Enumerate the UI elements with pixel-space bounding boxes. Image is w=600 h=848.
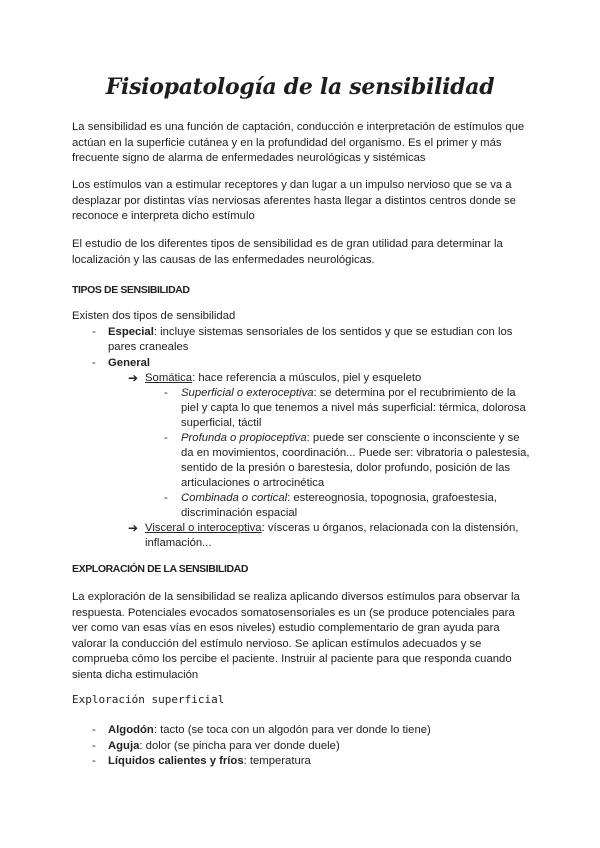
page-title: Fisiopatología de la sensibilidad	[105, 74, 495, 100]
arrow-bullet-icon: ➔	[128, 371, 139, 385]
arrow-bullet-icon: ➔	[128, 521, 139, 535]
section-heading-exploracion: EXPLORACIÓN DE LA SENSIBILIDAD	[72, 563, 249, 575]
bullet-dash: -	[92, 724, 96, 736]
aguja-text: : dolor (se pincha para ver donde duele)	[139, 740, 340, 752]
bullet-dash: -	[164, 387, 168, 399]
list-item-liquidos	[108, 754, 311, 770]
list-item-algodon	[108, 723, 431, 739]
superficial-text: : se determina por el recubrimiento de la	[313, 387, 516, 399]
bullet-dash: -	[92, 740, 96, 752]
bullet-dash: -	[164, 492, 168, 504]
somatica-label: Somática	[145, 372, 193, 384]
tipos-intro: Existen dos tipos de sensibilidad	[72, 310, 236, 322]
visceral-label: Visceral o interoceptiva	[145, 522, 262, 534]
visceral-text: : vísceras u órganos, relacionada con la distensión,	[261, 522, 519, 534]
intro-paragraph-2: Los estímulos van a estimular receptores y dan lugar a un impulso nervioso que se va a desplazar por distintas vías nerviosas aferentes hasta llegar a distintos centros donde se reconoce e interpreta dicho estímulo	[72, 179, 516, 222]
list-item-visceral	[145, 521, 518, 537]
bullet-dash: -	[92, 326, 96, 338]
especial-text-line-2: pares craneales	[108, 341, 189, 353]
exploracion-paragraph: La exploración de la sensibilidad se realiza aplicando diversos estímulos para observar la respuesta. Potenciales evocados somatosensoriales es un (se produce potenciales para ver como van esas vías en esos niveles) estudio complementario de gran ayuda para valorar la conducción del estímulo nervioso. Se aplican estímulos adecuados y se comprueba cómo los percibe el paciente. Instruir al paciente para que responda cuando sienta dicha estimulación	[72, 591, 520, 681]
superficial-line-2: piel y capta lo que tenemos a nivel más superficial: térmica, dolorosa	[181, 402, 526, 414]
especial-label: Especial	[108, 326, 154, 338]
intro-paragraph-3: El estudio de los diferentes tipos de sensibilidad es de gran utilidad para determinar la localización y las causas de las enfermedades neurológicas.	[72, 238, 503, 266]
profunda-text: : puede ser consciente o inconsciente y se	[306, 432, 520, 444]
subheading-exploracion-superficial: Exploración superficial	[72, 693, 225, 706]
intro-paragraph-1: La sensibilidad es una función de captación, conducción e interpretación de estímulos que actúan en la superficie cutánea y en la profundidad del organismo. Es el primer y más frecuente signo de alarma de enfermedades neurológicas y sistémicas	[72, 121, 525, 164]
combinada-text: : estereognosia, topognosia, grafoestesia,	[287, 492, 497, 504]
bullet-dash: -	[92, 755, 96, 767]
combinada-label: Combinada o cortical	[181, 492, 288, 504]
combinada-line-2: discriminación espacial	[181, 507, 298, 519]
bullet-dash: -	[164, 432, 168, 444]
list-item-aguja	[108, 739, 340, 755]
somatica-text: : hace referencia a músculos, piel y esqueleto	[192, 372, 422, 384]
algodon-text: : tacto (se toca con un algodón para ver donde lo tiene)	[153, 724, 431, 736]
profunda-label: Profunda o propioceptiva	[181, 432, 307, 444]
especial-text: : incluye sistemas sensoriales de los sentidos y que se estudian con los	[153, 326, 513, 338]
list-item-superficial	[181, 386, 516, 402]
superficial-label: Superficial o exteroceptiva	[181, 387, 314, 399]
bullet-dash: -	[92, 357, 96, 369]
aguja-label: Aguja	[108, 740, 140, 752]
list-item-profunda	[181, 431, 520, 447]
list-item-especial	[108, 325, 512, 341]
liquidos-label: Líquidos calientes y fríos	[108, 755, 244, 767]
superficial-line-3: superficial, táctil	[181, 417, 262, 429]
algodon-label: Algodón	[108, 724, 154, 736]
list-item-somatica	[145, 371, 421, 387]
profunda-line-3: sentido de la presión o barestesia, dolor profundo, posición de las	[181, 462, 511, 474]
visceral-line-2: inflamación...	[145, 537, 212, 549]
list-item-combinada	[181, 491, 497, 507]
liquidos-text: : temperatura	[243, 755, 311, 767]
profunda-line-4: articulaciones o artrocinética	[181, 477, 325, 489]
list-item-general: General	[108, 357, 151, 369]
section-heading-tipos: TIPOS DE SENSIBILIDAD	[72, 284, 190, 296]
profunda-line-2: da en movimientos, coordinación... Puede ser: vibratoria o palestesia,	[181, 447, 530, 459]
